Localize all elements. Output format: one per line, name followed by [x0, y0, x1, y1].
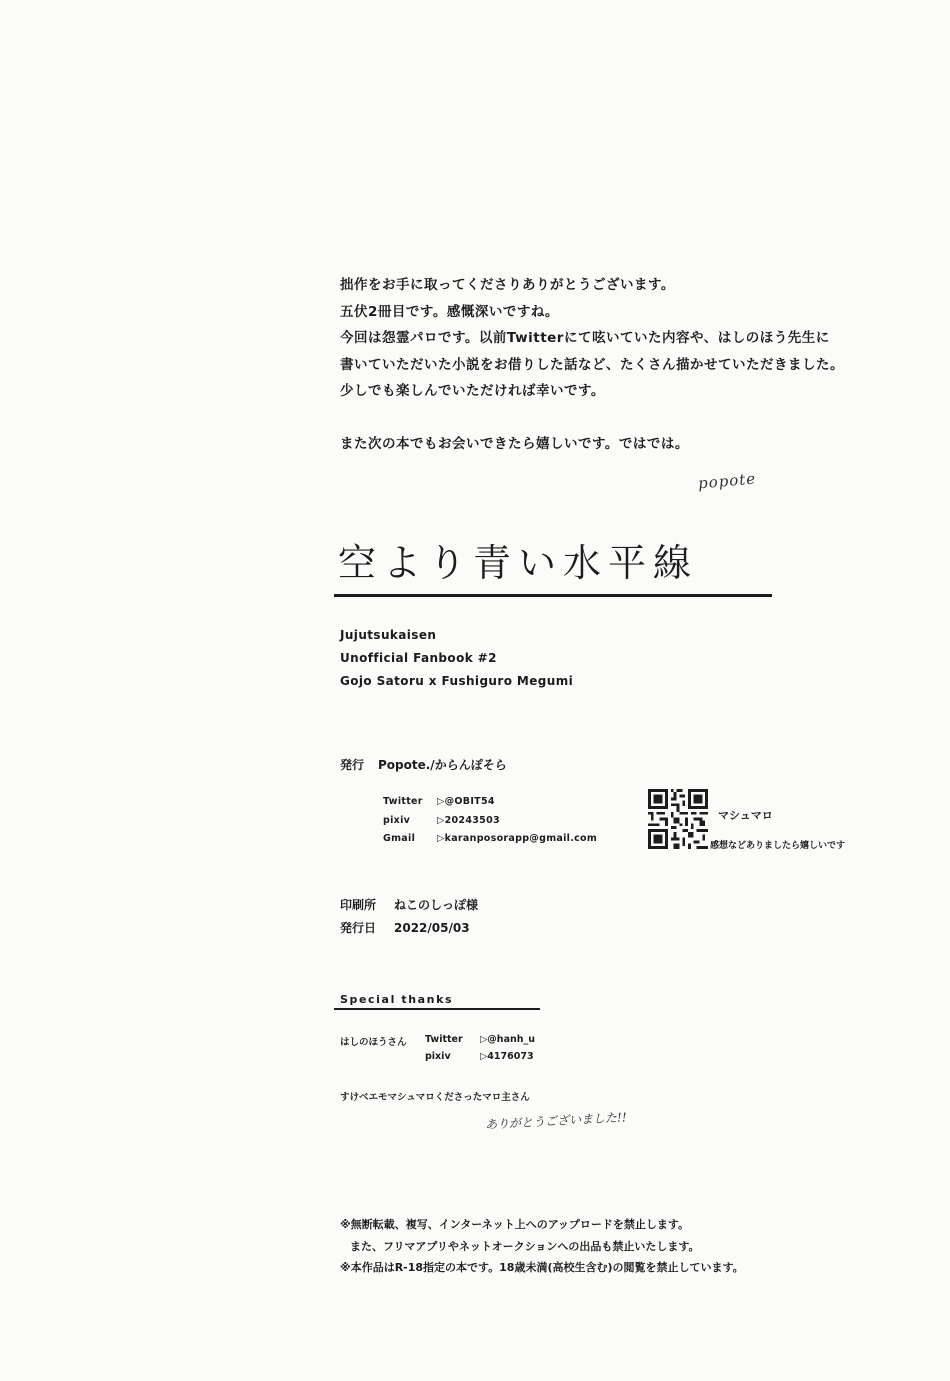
marshmallow-title: マシュマロ — [718, 809, 773, 822]
thanks-person: はしのほうさん — [340, 1037, 407, 1048]
subtitle-line: Gojo Satoru x Fushiguro Megumi — [340, 674, 574, 688]
thanks-pixiv-value: ▷4176073 — [480, 1051, 534, 1062]
special-thanks-heading: Special thanks — [340, 993, 454, 1006]
publisher-value: Popote./からんぽそら — [378, 758, 507, 772]
contact-label: Gmail — [383, 833, 416, 844]
thanks-note: すけべエモマシュマロくださったマロ主さん — [340, 1092, 530, 1103]
contact-value: ▷20243503 — [437, 814, 500, 826]
contact-row — [383, 812, 597, 831]
legal-note: また、フリマアプリやネットオークションへの出品も禁止いたします。 — [350, 1239, 700, 1253]
afterword-line: 五伏2冊目です。感慨深いですね。 — [340, 303, 559, 320]
publisher-row — [340, 756, 507, 773]
date-value: 2022/05/03 — [394, 921, 470, 935]
printer-label: 印刷所 — [340, 898, 377, 912]
subtitle-line: Jujutsukaisen — [340, 628, 437, 642]
date-label: 発行日 — [340, 921, 377, 935]
printer-value: ねこのしっぽ様 — [394, 898, 479, 912]
afterword-text — [340, 272, 844, 458]
thanks-twitter-value: ▷@hanh_u — [480, 1034, 536, 1045]
qr-code-icon[interactable] — [648, 789, 708, 849]
thanks-pixiv-label: pixiv — [425, 1051, 451, 1062]
legal-note: ※本作品はR-18指定の本です。18歳未満(高校生含む)の閲覧を禁止しています。 — [340, 1261, 744, 1274]
contact-row — [383, 830, 597, 849]
paragraph-gap — [340, 405, 844, 432]
legal-notes — [340, 1214, 744, 1279]
afterword-closing: また次の本でもお会いできたら嬉しいです。ではでは。 — [340, 436, 689, 452]
handwritten-thanks: ありがとうございました!! — [484, 1110, 627, 1132]
contact-label: Twitter — [383, 796, 423, 807]
book-title: 空より青い水平線 — [338, 541, 699, 585]
publisher-label: 発行 — [340, 758, 365, 772]
contact-value: ▷@OBIT54 — [437, 796, 495, 807]
afterword-line: 書いていただいた小説をお借りした話など、たくさん描かせていただきました。 — [340, 356, 844, 373]
contact-row — [383, 793, 597, 812]
contact-value: ▷karanposorapp@gmail.com — [437, 833, 598, 844]
contact-label: pixiv — [383, 814, 411, 826]
printer-row — [340, 896, 478, 913]
special-thanks-underline — [334, 1008, 540, 1010]
legal-note: ※無断転載、複写、インターネット上へのアップロードを禁止します。 — [340, 1218, 690, 1231]
title-underline — [334, 594, 772, 597]
thanks-twitter-label: Twitter — [425, 1034, 463, 1045]
afterword-line: 少しでも楽しんでいただければ幸いです。 — [340, 383, 605, 399]
date-row — [340, 919, 470, 936]
subtitle-line: Unofficial Fanbook #2 — [340, 651, 497, 665]
afterword-line: 拙作をお手に取ってくださりありがとうございます。 — [340, 277, 675, 293]
marshmallow-caption: 感想などありましたら嬉しいです — [710, 841, 846, 851]
subtitle-block — [340, 624, 573, 693]
author-signature: popote — [697, 469, 757, 493]
contact-list — [383, 793, 597, 849]
afterword-line: 今回は怨霊パロです。以前Twitterにて呟いていた内容や、はしのほう先生に — [340, 330, 830, 346]
